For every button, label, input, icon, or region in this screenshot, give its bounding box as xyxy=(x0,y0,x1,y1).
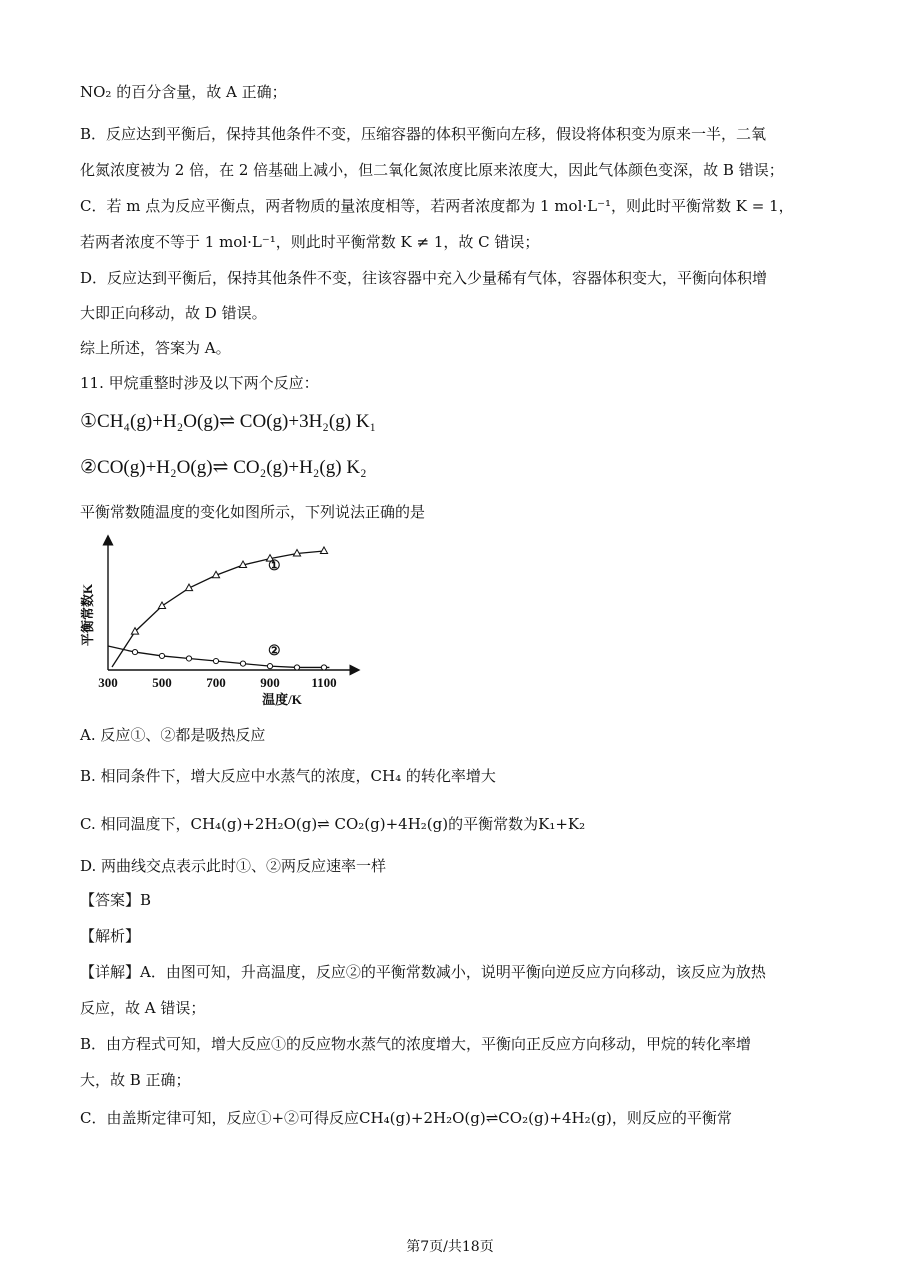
curves xyxy=(108,547,329,670)
data-point xyxy=(213,658,218,663)
text-line: C．由盖斯定律可知，反应①+②可得反应CH₄(g)+2H₂O(g)⇌CO₂(g)+4H₂(g)，则反应的平衡常 xyxy=(80,1109,732,1127)
series-label: ② xyxy=(268,644,281,659)
data-point xyxy=(159,653,164,658)
data-point xyxy=(132,649,137,654)
series-label: ① xyxy=(268,559,281,574)
option-c: C. 相同温度下，CH₄(g)+2H₂O(g)⇌ CO₂(g)+4H₂(g)的平衡常数为K₁+K₂ xyxy=(80,815,586,833)
reaction-2: ②CO(g)+H₂O(g)⇌ CO₂(g)+H₂(g) K₂ xyxy=(80,457,367,478)
option-d: D. 两曲线交点表示此时①、②两反应速率一样 xyxy=(80,857,387,875)
data-point xyxy=(186,656,191,661)
data-point xyxy=(294,665,299,670)
text-line: NO₂ 的百分含量，故 A 正确； xyxy=(80,83,287,101)
data-point xyxy=(320,547,327,554)
x-axis-label: 温度/K xyxy=(262,692,302,707)
data-point xyxy=(158,602,165,609)
x-tick-label: 300 xyxy=(98,675,118,690)
x-tick-label: 500 xyxy=(152,675,172,690)
x-tick-label: 1100 xyxy=(311,675,337,690)
data-point xyxy=(240,661,245,666)
data-point xyxy=(267,664,272,669)
text-line: 反应，故 A 错误； xyxy=(80,999,206,1017)
series-line xyxy=(112,551,324,667)
text-line: B．由方程式可知，增大反应①的反应物水蒸气的浓度增大，平衡向正反应方向移动，甲烷的转化率增 xyxy=(80,1035,752,1053)
text-line: 综上所述，答案为 A。 xyxy=(80,339,231,357)
text-line: 若两者浓度不等于 1 mol·L⁻¹，则此时平衡常数 K ≠ 1，故 C 错误； xyxy=(80,233,540,251)
equilibrium-constant-chart xyxy=(70,530,370,715)
option-a: A. 反应①、②都是吸热反应 xyxy=(80,726,266,744)
question-stem: 平衡常数随温度的变化如图所示，下列说法正确的是 xyxy=(80,503,426,521)
text-line: D．反应达到平衡后，保持其他条件不变，往该容器中充入少量稀有气体，容器体积变大，平衡向体积增 xyxy=(80,269,768,287)
text-line: B．反应达到平衡后，保持其他条件不变，压缩容器的体积平衡向左移，假设将体积变为原来一半，二氧 xyxy=(80,125,767,143)
x-tick-labels xyxy=(98,675,336,690)
question-title: 11. 甲烷重整时涉及以下两个反应： xyxy=(80,374,319,392)
answer: 【答案】B xyxy=(80,891,152,909)
text-line: 【详解】A．由图可知，升高温度，反应②的平衡常数减小，说明平衡向逆反应方向移动，该反应为放热 xyxy=(80,963,766,981)
text-line: 大，故 B 正确； xyxy=(80,1071,191,1089)
reaction-1: ①CH₄(g)+H₂O(g)⇌ CO(g)+3H₂(g) K₁ xyxy=(80,411,377,432)
x-tick-label: 900 xyxy=(260,675,280,690)
data-point xyxy=(321,665,326,670)
x-tick-label: 700 xyxy=(206,675,226,690)
text-line: 大即正向移动，故 D 错误。 xyxy=(80,304,267,322)
option-b: B. 相同条件下，增大反应中水蒸气的浓度，CH₄ 的转化率增大 xyxy=(80,767,496,785)
y-axis-label: 平衡常数K xyxy=(80,583,95,647)
page-footer: 第7页/共18页 xyxy=(406,1239,494,1255)
text-line: 化氮浓度被为 2 倍，在 2 倍基础上减小，但二氧化氮浓度比原来浓度大，因此气体颜色变深，故 B 错误； xyxy=(80,161,784,179)
chart-svg xyxy=(70,530,370,715)
text-line: C．若 m 点为反应平衡点，两者物质的量浓度相等，若两者浓度都为 1 mol·L⁻¹，则此时平衡常数 K = 1， xyxy=(80,197,794,215)
series-line xyxy=(108,646,329,667)
analysis-heading: 【解析】 xyxy=(80,927,141,945)
